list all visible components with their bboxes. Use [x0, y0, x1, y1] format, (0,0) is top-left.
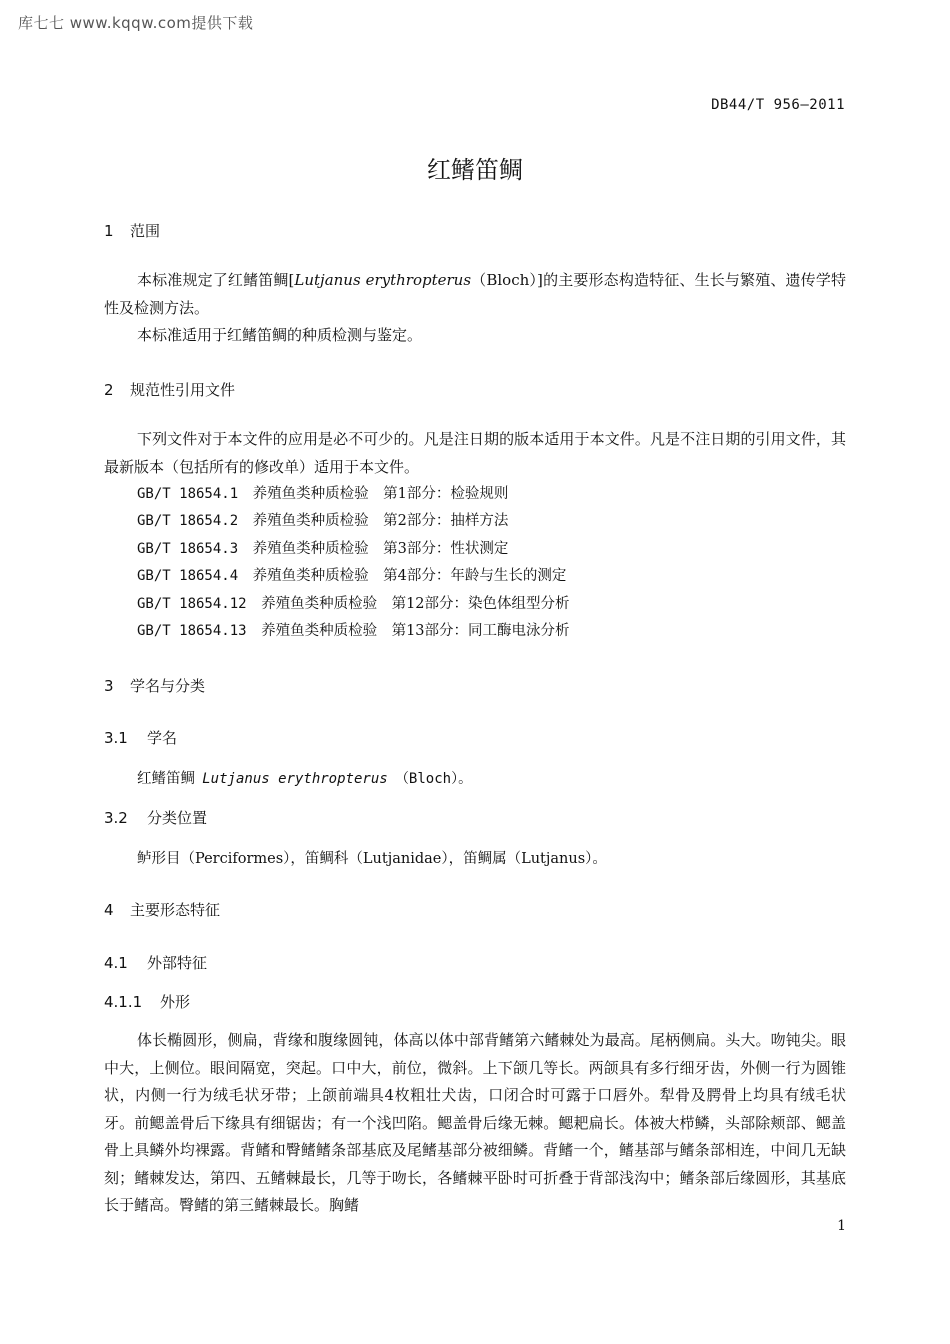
scope-paragraph-2: 本标准适用于红鳍笛鲷的种质检测与鉴定。	[137, 326, 423, 344]
section-title: 外部特征	[147, 954, 208, 972]
reference-code: GB/T 18654.13	[137, 623, 247, 639]
reference-title: 养殖鱼类种质检验 第13部分：同工酶电泳分析	[261, 623, 570, 639]
scope-paragraph-1: 本标准规定了红鳍笛鲷[Lutjanus erythropterus（Bloch）]的主要形态构造特征、生长与繁殖、遗传学特性及检测方法。	[104, 271, 846, 317]
section-2-heading	[104, 379, 235, 400]
reference-title: 养殖鱼类种质检验 第12部分：染色体组型分析	[261, 596, 570, 612]
reference-item	[137, 481, 508, 509]
reference-item	[137, 618, 570, 646]
reference-code: GB/T 18654.3	[137, 541, 239, 557]
reference-item	[137, 591, 570, 619]
section-title: 规范性引用文件	[130, 381, 236, 399]
section-3-heading	[104, 675, 205, 696]
section-number: 3.2	[104, 809, 128, 827]
section-4-1-1-heading	[104, 991, 190, 1012]
document-title: 红鳍笛鲷	[427, 156, 523, 184]
references-intro-paragraph: 下列文件对于本文件的应用是必不可少的。凡是注日期的版本适用于本文件。凡是不注日期的引用文件，其最新版本（包括所有的修改单）适用于本文件。	[104, 430, 846, 476]
reference-item	[137, 563, 566, 591]
section-title: 范围	[130, 222, 161, 240]
latin-name: Lutjanus erythropterus	[294, 271, 472, 289]
section-title: 分类位置	[147, 809, 208, 827]
page-number: 1	[837, 1218, 846, 1234]
reference-title: 养殖鱼类种质检验 第4部分：年龄与生长的测定	[252, 568, 567, 584]
reference-title: 养殖鱼类种质检验 第1部分：检验规则	[252, 486, 509, 502]
reference-code: GB/T 18654.12	[137, 596, 247, 612]
section-3-1-heading	[104, 727, 177, 748]
section-number: 3	[104, 677, 114, 695]
reference-code: GB/T 18654.1	[137, 486, 239, 502]
section-4-heading	[104, 899, 220, 920]
section-4-1-heading	[104, 952, 207, 973]
latin-name: Lutjanus erythropterus	[202, 771, 388, 787]
reference-item	[137, 536, 508, 564]
section-number: 2	[104, 381, 114, 399]
section-title: 外形	[160, 993, 191, 1011]
section-number: 4.1.1	[104, 993, 143, 1011]
reference-code: GB/T 18654.4	[137, 568, 239, 584]
reference-item	[137, 508, 508, 536]
classification-line: 鲈形目（Perciformes），笛鲷科（Lutjanidae），笛鲷属（Lutjanus）。	[137, 851, 607, 867]
reference-title: 养殖鱼类种质检验 第2部分：抽样方法	[252, 513, 509, 529]
section-1-heading	[104, 220, 160, 241]
section-title: 学名	[147, 729, 178, 747]
standard-code: DB44/T 956—2011	[711, 97, 845, 113]
section-title: 学名与分类	[130, 677, 206, 695]
section-number: 1	[104, 222, 114, 240]
reference-title: 养殖鱼类种质检验 第3部分：性状测定	[252, 541, 509, 557]
external-shape-paragraph: 体长椭圆形，侧扁，背缘和腹缘圆钝，体高以体中部背鳍第六鳍棘处为最高。尾柄侧扁。头大。吻钝尖。眼中大，上侧位。眼间隔宽，突起。口中大，前位，微斜。上下颌几等长。两颌具有多行细牙齿，外侧一行为圆锥状，内侧一行为绒毛状牙带；上颌前端具4枚粗壮犬齿，口闭合时可露于口唇外。犁骨及腭骨上均具有绒毛状牙。前鳃盖骨后下缘具有细锯齿；有一个浅凹陷。鳃盖骨后缘无棘。鳃耙扁长。体被大栉鳞，头部除颊部、鳃盖骨上具鳞外均裸露。背鳍和臀鳍鳍条部基底及尾鳍基部分被细鳞。背鳍一个，鳍基部与鳍条部相连，中间几无缺刻；鳍棘发达，第四、五鳍棘最长，几等于吻长，各鳍棘平卧时可折叠于背部浅沟中；鳍条部后缘圆形，其基底长于鳍高。臀鳍的第三鳍棘最长。胸鳍	[104, 1031, 846, 1214]
scientific-name-line: 红鳍笛鲷 Lutjanus erythropterus （Bloch）。	[137, 771, 473, 787]
section-number: 4.1	[104, 954, 128, 972]
watermark-text: 库七七 www.kqqw.com提供下载	[18, 14, 254, 32]
section-title: 主要形态特征	[130, 901, 221, 919]
section-3-2-heading	[104, 807, 207, 828]
section-number: 3.1	[104, 729, 128, 747]
section-number: 4	[104, 901, 114, 919]
reference-code: GB/T 18654.2	[137, 513, 239, 529]
